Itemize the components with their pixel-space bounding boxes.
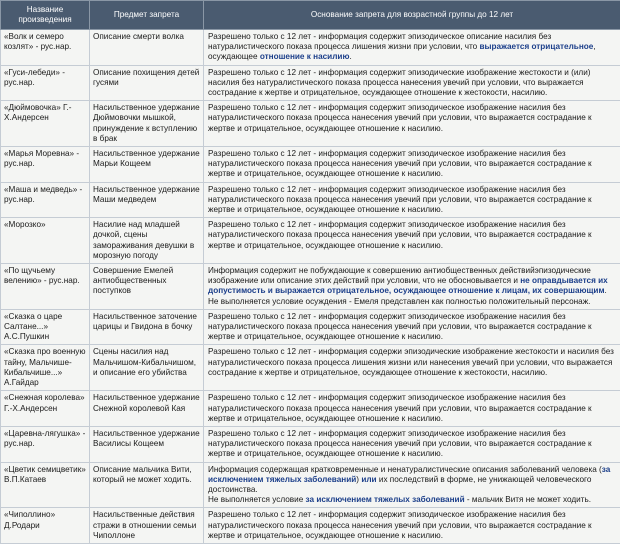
work-title-cell: «Маша и медведь» - рус.нар.	[1, 182, 90, 218]
subject-cell: Совершение Емелей антиобщественных поступков	[90, 264, 204, 310]
basis-text: , осуждающее	[208, 42, 596, 62]
basis-cell	[204, 30, 620, 66]
subject-cell: Описание мальчика Вити, который не может ходить.	[90, 462, 204, 508]
header-basis: Основание запрета для возрастной группы до 12 лет	[204, 1, 620, 30]
table-row	[1, 426, 620, 462]
highlighted-text: выражается отрицательное	[479, 42, 594, 52]
basis-cell	[204, 182, 620, 218]
subject-cell: Сцены насилия над Мальчишом-Кибальчишом, и описание его убийства	[90, 345, 204, 391]
highlighted-text: или	[361, 474, 377, 484]
work-title-cell: «Дюймовочка» Г.-Х.Андерсен	[1, 101, 90, 147]
subject-cell: Насильственное удержание Василисы Кощеем	[90, 426, 204, 462]
table-body	[1, 30, 620, 544]
work-title-cell: «Гуси-лебеди» - рус.нар.	[1, 65, 90, 101]
basis-text: Информация содержит не побуждающие к совершению антиобщественных действийэпизодические изображение или описание этих действий при условии, что не обосновывается и	[208, 266, 591, 286]
subject-cell: Насилие над младшей дочкой, сцены замораживания девушки в морозную погоду	[90, 218, 204, 264]
table-header-row	[1, 1, 620, 30]
table-row	[1, 30, 620, 66]
basis-cell	[204, 65, 620, 101]
basis-text: - мальчик Витя не может ходить.	[464, 495, 592, 505]
basis-text: Разрешено только с 12 лет - информация содержит эпизодическое описание насилия без натуралистического показа процесса лишения жизни при условии, что	[208, 32, 552, 52]
basis-text: )	[356, 474, 362, 484]
work-title-cell: «По щучьему велению» - рус.нар.	[1, 264, 90, 310]
basis-cell	[204, 462, 620, 508]
work-title-cell: «Сказка про военную тайну, Мальчише-Кибальчише...» А.Гайдар	[1, 345, 90, 391]
basis-text: Разрешено только с 12 лет - информация содержит эпизодическое изображение насилия без натуралистического показа процесса нанесения увечий при условии, что выражается сострадание к жертве и отрицательное, осуждающее отношение к насилию.	[208, 428, 592, 459]
basis-text: Информация содержащая кратковременные и ненатуралистические описания заболеваний человека (	[208, 464, 602, 474]
subject-cell: Насильственное удержание Дюймовочки мышкой, принуждение к вступлению в брак	[90, 101, 204, 147]
basis-text: Разрешено только с 12 лет - информация содержит эпизодическое изображение насилия без натуралистического показа процесса нанесения увечий при условии, что выражается сострадание к жертве и отрицательное, осуждающее отношение к насилию.	[208, 149, 592, 179]
basis-text: .	[349, 52, 352, 62]
highlighted-text: отношение к насилию	[259, 52, 350, 62]
highlighted-text: за исключением тяжелых заболеваний	[305, 495, 465, 505]
basis-cell	[204, 426, 620, 462]
table-row	[1, 391, 620, 427]
work-title-cell: «Снежная королева» Г.-Х.Андерсен	[1, 391, 90, 427]
header-work: Название произведения	[1, 1, 90, 30]
table-row	[1, 462, 620, 508]
basis-cell	[204, 391, 620, 427]
work-title-cell: «Марья Моревна» - рус.нар.	[1, 147, 90, 183]
basis-cell	[204, 264, 620, 310]
subject-cell: Насильственное удержание Снежной королевой Кая	[90, 391, 204, 427]
basis-cell	[204, 147, 620, 183]
basis-text: их последствий в форме, не унижающей человеческого достоинства.	[208, 474, 592, 494]
highlighted-text: не оправдывается их допустимость и выражается отрицательное, осуждающее отношение к лицам, их совершающим	[208, 276, 608, 296]
table-row	[1, 309, 620, 345]
subject-cell: Описание смерти волка	[90, 30, 204, 66]
basis-text: Разрешено только с 12 лет - информация содержит эпизодическое изображение насилия без натуралистического показа процесса нанесения увечий при условии, что выражается сострадание к жертве и отрицательное, осуждающее отношение к насилию.	[208, 103, 592, 133]
basis-text: Разрешено только с 12 лет - информация содержит эпизодическое изображение насилия без натуралистического показа процесса нанесения увечий при условии, что выражается сострадание к жертве и отрицательное, осуждающее отношение к насилию.	[208, 311, 592, 342]
subject-cell: Насильственное заточение царицы и Гвидона в бочку	[90, 309, 204, 345]
table-row	[1, 65, 620, 101]
basis-cell	[204, 345, 620, 391]
work-title-cell: «Чиполлино» Д.Родари	[1, 508, 90, 544]
basis-text: Разрешено только с 12 лет - информация содержи эпизодические изображение жестокости и насилия без натуралистического показа процесса лишения жизни или нанесения увечий при условии, что выражается сострадание к жертве и отрицательное, осуждающее отношение к жестокости, насилию.	[208, 347, 614, 377]
table-row	[1, 508, 620, 544]
subject-cell: Описание похищения детей гусями	[90, 65, 204, 101]
basis-text: Разрешено только с 12 лет - информация содержит эпизодические изображение жестокости и (или) насилия без натуралистического показа процесса нанесения увечий при условии, что выражается сострадание к жертве и отрицательное, осуждающее отношение к жестокости, насилию.	[208, 67, 591, 98]
subject-cell: Насильственные действия стражи в отношении семьи Чиполлоне	[90, 508, 204, 544]
table-row	[1, 218, 620, 264]
basis-text: . Не выполняется условие осуждения - Емеля представлен как полностью положительный персонаж.	[208, 286, 607, 306]
subject-cell: Насильственное удержание Марьи Кощеем	[90, 147, 204, 183]
basis-text: Не выполняется условие	[208, 495, 306, 505]
work-title-cell: «Сказка о царе Салтане...» А.С.Пушкин	[1, 309, 90, 345]
work-title-cell: «Волк и семеро козлят» - рус.нар.	[1, 30, 90, 66]
work-title-cell: «Цветик семицветик» В.П.Катаев	[1, 462, 90, 508]
table-row	[1, 345, 620, 391]
basis-cell	[204, 309, 620, 345]
table-row	[1, 101, 620, 147]
subject-cell: Насильственное удержание Маши медведем	[90, 182, 204, 218]
basis-text: Разрешено только с 12 лет - информация содержит эпизодическое изображение насилия без натуралистического показа процесса нанесения увечий при условии, что выражается сострадание к жертве и отрицательное, осуждающее отношение к насилию.	[208, 220, 592, 250]
highlighted-text: за исключением тяжелых заболеваний	[208, 464, 611, 484]
basis-cell	[204, 101, 620, 147]
basis-text: Разрешено только с 12 лет - информация содержит эпизодическое изображение насилия без натуралистического показа процесса нанесения увечий при условии, что выражается сострадание к жертве и отрицательное, осуждающее отношение к насилию.	[208, 184, 592, 215]
work-title-cell: «Царевна-лягушка» - рус.нар.	[1, 426, 90, 462]
work-title-cell: «Морозко»	[1, 218, 90, 264]
table-row	[1, 147, 620, 183]
basis-cell	[204, 508, 620, 544]
basis-text: Разрешено только с 12 лет - информация содержит эпизодическое изображение насилия без натуралистического показа процесса нанесения увечий при условии, что выражается сострадание к жертве и отрицательное, осуждающее отношение к насилию.	[208, 393, 592, 423]
basis-cell	[204, 218, 620, 264]
basis-text: Разрешено только с 12 лет - информация содержит эпизодическое изображение насилия без натуралистического показа процесса нанесения увечий при условии, что выражается сострадание к жертве и отрицательное, осуждающее отношение к насилию.	[208, 510, 592, 540]
table-row	[1, 182, 620, 218]
header-subject: Предмет запрета	[90, 1, 204, 30]
table-row	[1, 264, 620, 310]
